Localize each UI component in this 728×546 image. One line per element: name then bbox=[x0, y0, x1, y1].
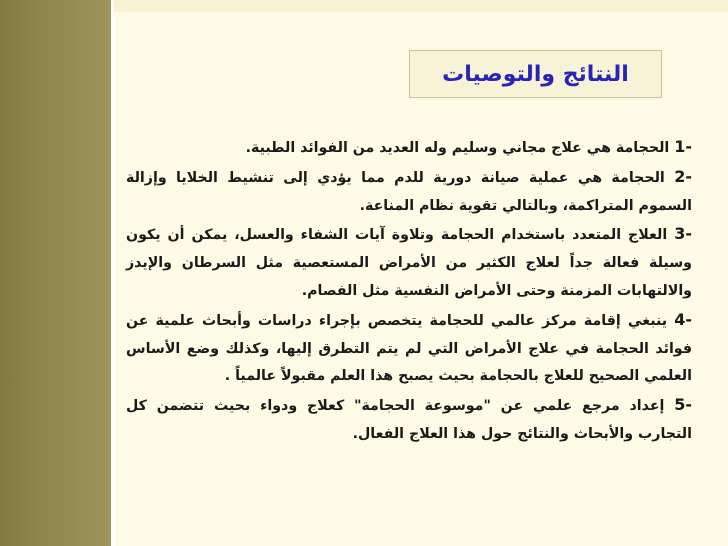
item-text: الحجامة هي علاج مجاني وسليم وله العديد من الفوائد الطبية. bbox=[245, 140, 670, 156]
left-decorative-band bbox=[0, 0, 111, 546]
item-text: ينبغي إقامة مركز عالمي للحجامة يتخصص بإجراء دراسات وأبحاث علمية عن فوائد الحجامة في علاج الأمراض التي لم يتم التطرق إليها، وكذلك وضع الأساس العلمي الصحيح للعلاج بالحجامة بحيث يصبح هذا العلم مقبولاً عالمياً . bbox=[126, 312, 692, 385]
item-text: العلاج المتعدد باستخدام الحجامة وتلاوة آيات الشفاء والعسل، يمكن أن يكون وسيلة فعالة جداً لعلاج الكثير من الأمراض المستعصية مثل السرطان والإيدز والالتهابات المزمنة وحتى الأمراض النفسية مثل الفصام. bbox=[126, 227, 692, 299]
list-item-2 bbox=[126, 163, 692, 221]
list-item-1 bbox=[126, 133, 692, 163]
item-number: 4- bbox=[674, 309, 692, 329]
top-strip bbox=[114, 0, 728, 12]
item-number: 5- bbox=[674, 395, 692, 415]
item-number: 1- bbox=[674, 137, 692, 156]
item-number: 3- bbox=[674, 224, 692, 244]
item-text: إعداد مرجع علمي عن "موسوعة الحجامة" كعلاج ودواء بحيث تتضمن كل التجارب والأبحاث والنتائج حول هذا العلاج الفعال. bbox=[126, 398, 692, 442]
item-number: 2- bbox=[674, 166, 692, 186]
recommendations-list bbox=[126, 133, 692, 449]
item-text: الحجامة هي عملية صيانة دورية للدم مما يؤدي إلى تنشيط الخلايا وإزالة السموم المتراكمة، وبالتالي تقوية نظام المناعة. bbox=[126, 169, 692, 214]
slide-title: النتائج والتوصيات bbox=[442, 61, 629, 87]
list-item-3 bbox=[126, 220, 692, 305]
list-item-5 bbox=[126, 391, 692, 449]
title-box bbox=[409, 50, 662, 98]
band-divider bbox=[111, 0, 114, 546]
list-item-4 bbox=[126, 306, 692, 391]
